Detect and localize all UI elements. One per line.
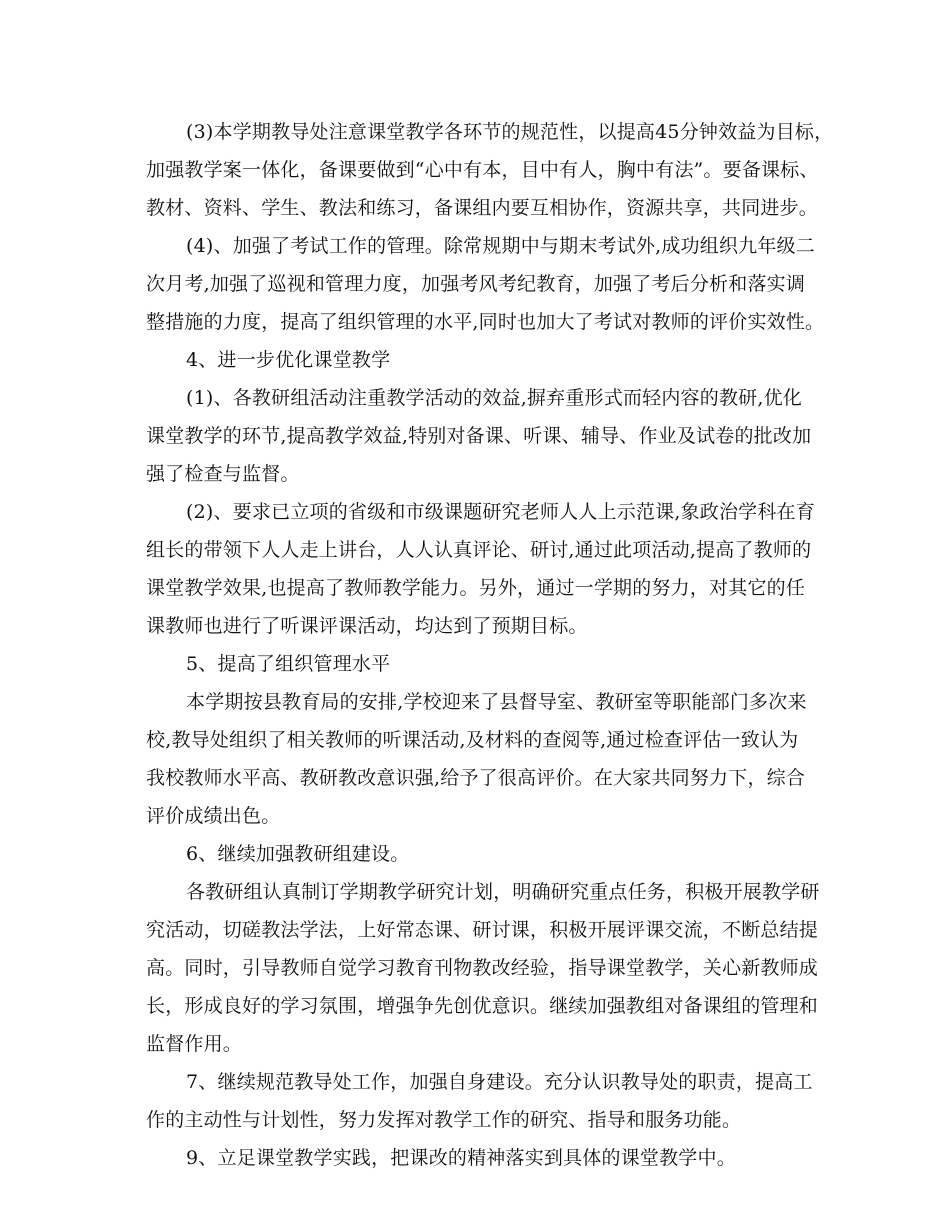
paragraph-line: (1)、各教研组活动注重教学活动的效益,摒弃重形式而轻内容的教研,优化 (186, 387, 802, 409)
paragraph-line: 究活动，切磋教法学法，上好常态课、研讨课，积极开展评课交流，不断总结提 (146, 919, 819, 941)
paragraph-line: 组长的带领下人人走上讲台，人人认真评论、研讨,通过此项活动,提高了教师的 (146, 539, 812, 561)
paragraph-line: 整措施的力度，提高了组织管理的水平,同时也加大了考试对教师的评价实效性。 (146, 311, 825, 333)
section-heading: 6、继续加强教研组建设。 (186, 843, 410, 865)
paragraph-line: 次月考,加强了巡视和管理力度，加强考风考纪教育，加强了考后分析和落实调 (146, 273, 806, 295)
paragraph-line: 高。同时，引导教师自觉学习教育刊物教改经验，指导课堂教学，关心新教师成 (146, 957, 819, 979)
paragraph-line: 9、立足课堂教学实践，把课改的精神落实到具体的课堂教学中。 (186, 1147, 736, 1169)
paragraph-line: 课堂教学的环节,提高教学效益,特别对备课、听课、辅导、作业及试卷的批改加 (146, 425, 812, 447)
paragraph-line: 课教师也进行了听课评课活动，均达到了预期目标。 (146, 615, 588, 637)
paragraph-line: 本学期按县教育局的安排,学校迎来了县督导室、教研室等职能部门多次来 (186, 691, 807, 713)
paragraph-line: 评价成绩出色。 (146, 805, 281, 827)
paragraph-line: 我校教师水平高、教研教改意识强,给予了很高评价。在大家共同努力下，综合 (146, 767, 806, 789)
paragraph-line: 作的主动性与计划性，努力发挥对教学工作的研究、指导和服务功能。 (146, 1109, 742, 1131)
paragraph-line: (4)、加强了考试工作的管理。除常规期中与期末考试外,成功组织九年级二 (186, 235, 815, 257)
section-heading: 4、进一步优化课堂教学 (186, 349, 391, 371)
section-heading: 5、提高了组织管理水平 (186, 653, 391, 675)
paragraph-line: 7、继续规范教导处工作，加强自身建设。充分认识教导处的职责，提高工 (186, 1071, 813, 1093)
paragraph-line: (2)、要求已立项的省级和市级课题研究老师人人上示范课,象政治学科在育 (186, 501, 815, 523)
paragraph-line: 监督作用。 (146, 1033, 243, 1055)
paragraph-line: 长，形成良好的学习氛围，增强争先创优意识。继续加强教组对备课组的管理和 (146, 995, 819, 1017)
paragraph-line: 强了检查与监督。 (146, 463, 300, 485)
paragraph-line: 校,教导处组织了相关教师的听课活动,及材料的查阅等,通过检查评估一致认为 (146, 729, 799, 751)
paragraph-line: (3)本学期教导处注意课堂教学各环节的规范性，以提高45分钟效益为目标， (186, 121, 834, 143)
paragraph-line: 课堂教学效果,也提高了教师教学能力。另外，通过一学期的努力，对其它的任 (146, 577, 806, 599)
paragraph-line: 加强教学案一体化，备课要做到“心中有本，目中有人，胸中有法”。要备课标、 (146, 159, 819, 181)
paragraph-line: 教材、资料、学生、教法和练习，备课组内要互相协作，资源共享，共同进步。 (146, 197, 819, 219)
paragraph-line: 各教研组认真制订学期教学研究计划，明确研究重点任务，积极开展教学研 (186, 881, 820, 903)
